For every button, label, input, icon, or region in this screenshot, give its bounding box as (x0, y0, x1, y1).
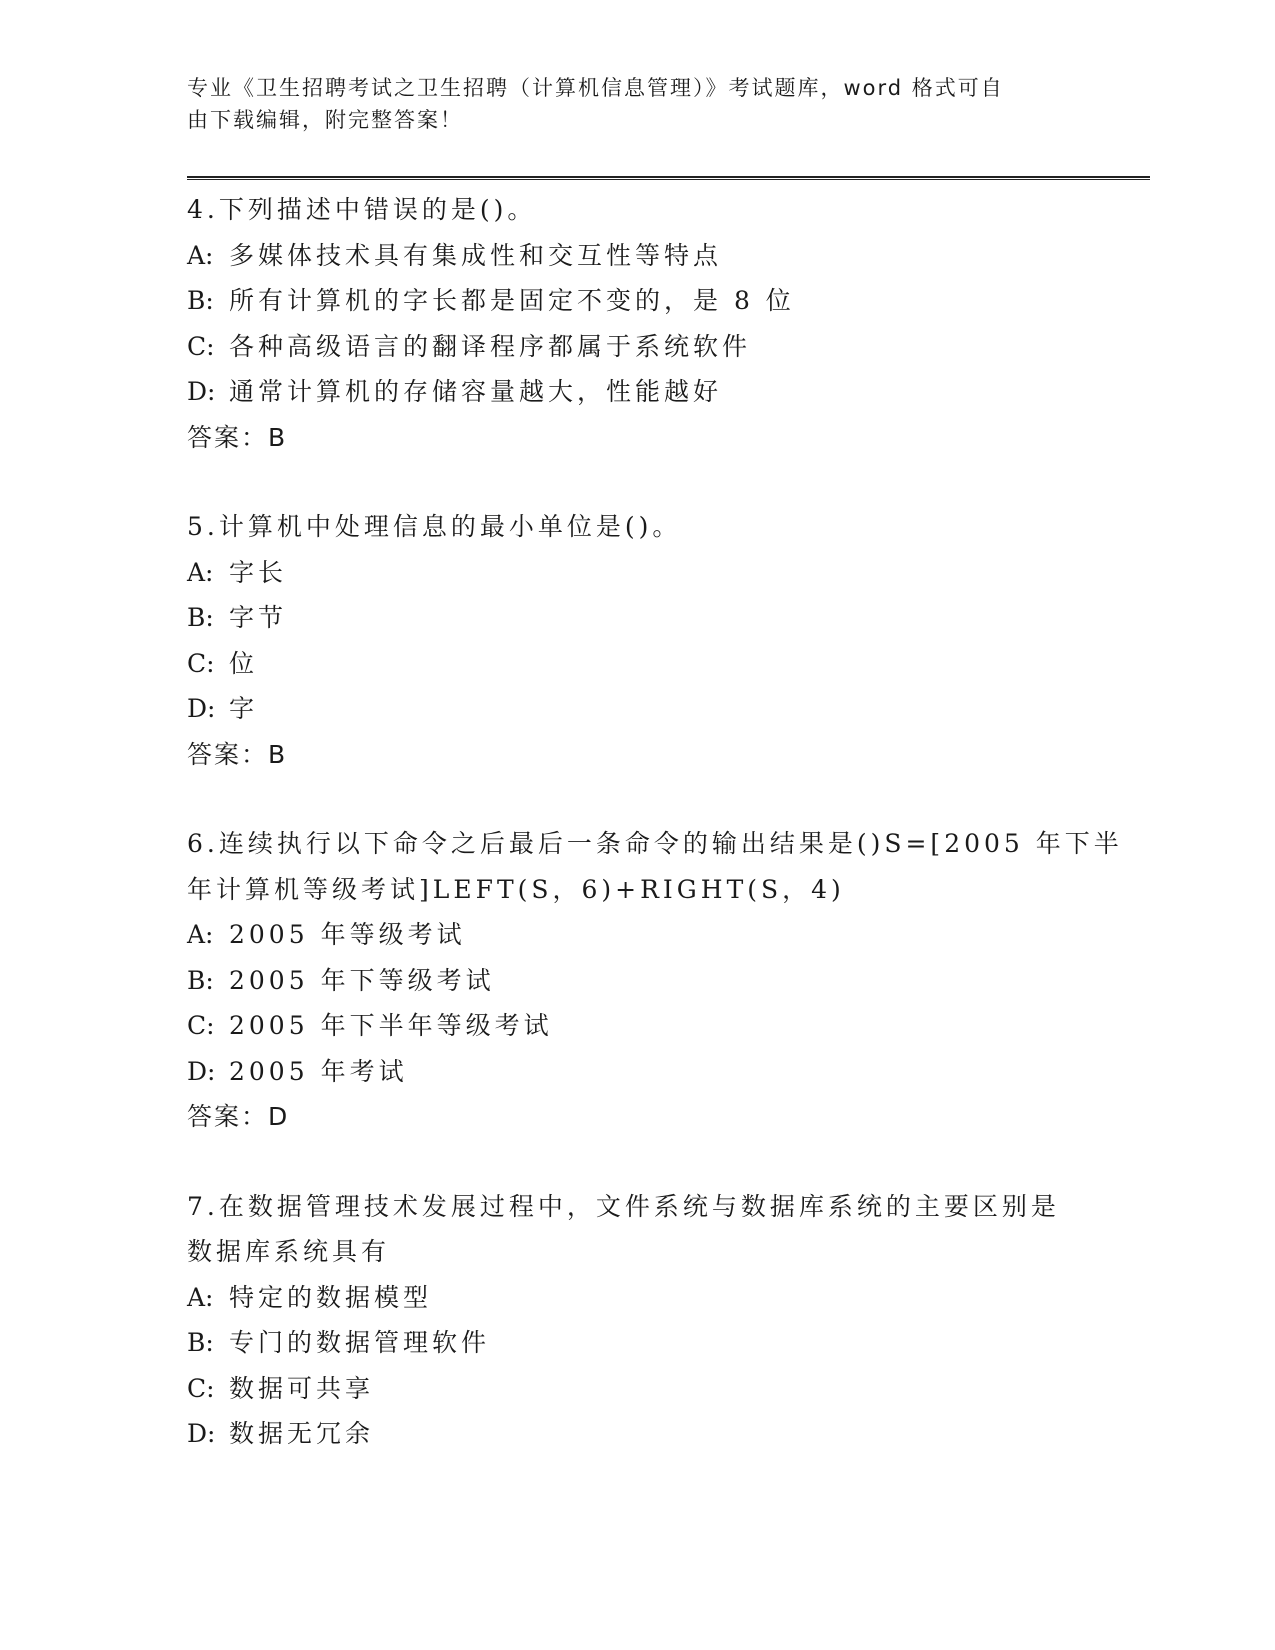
option-c (187, 1366, 1087, 1412)
option-d (187, 1049, 1087, 1095)
option-a (187, 550, 1087, 596)
option-prefix: A: (187, 1282, 214, 1312)
option-text: 各种高级语言的翻译程序都属于系统软件 (229, 331, 752, 361)
option-d (187, 1411, 1087, 1457)
option-prefix: B: (187, 603, 214, 632)
option-d (187, 369, 1087, 415)
option-text: 2005 年下等级考试 (229, 965, 495, 995)
option-prefix: A: (187, 920, 214, 949)
option-prefix: B: (187, 965, 214, 995)
option-c (187, 324, 1087, 370)
option-a (187, 233, 1087, 279)
question-list (187, 187, 1123, 1501)
question-5 (187, 504, 1087, 777)
question-stem: 5.计算机中处理信息的最小单位是()。 (187, 512, 682, 541)
option-text: 所有计算机的字长都是固定不变的，是 8 位 (229, 286, 795, 315)
question-4 (187, 187, 1087, 460)
option-text: 2005 年等级考试 (229, 920, 466, 949)
option-text: 专门的数据管理软件 (229, 1328, 491, 1357)
question-stem-continued: 数据库系统具有 (187, 1237, 391, 1266)
option-text: 字长 (229, 557, 288, 587)
option-text: 通常计算机的存储容量越大，性能越好 (229, 377, 723, 406)
option-prefix: C: (187, 1373, 215, 1403)
option-text: 位 (229, 648, 259, 678)
question-stem: 6.连续执行以下命令之后最后一条命令的输出结果是()S=[2005 年下半 (187, 829, 1123, 858)
option-prefix: A: (187, 240, 214, 270)
option-text: 字节 (229, 603, 288, 632)
option-prefix: A: (187, 557, 214, 587)
option-c (187, 641, 1087, 687)
option-d (187, 686, 1087, 732)
option-prefix: B: (187, 286, 214, 315)
question-7 (187, 1184, 1087, 1457)
header-divider (187, 176, 1150, 180)
question-stem-continued: 年计算机等级考试]LEFT(S，6)+RIGHT(S，4) (187, 874, 845, 904)
question-stem: 4.下列描述中错误的是()。 (187, 195, 537, 224)
question-stem: 7.在数据管理技术发展过程中，文件系统与数据库系统的主要区别是 (187, 1191, 1060, 1221)
question-6 (187, 821, 1123, 1140)
option-prefix: D: (187, 377, 216, 406)
option-a (187, 912, 1087, 958)
option-a (187, 1275, 1087, 1321)
option-prefix: C: (187, 648, 215, 678)
option-prefix: D: (187, 1056, 216, 1086)
option-text: 多媒体技术具有集成性和交互性等特点 (229, 240, 723, 270)
option-b (187, 278, 1087, 324)
option-c (187, 1003, 1087, 1049)
option-prefix: C: (187, 331, 215, 361)
answer-key: 答案：D (187, 1102, 290, 1131)
header-line-1: 专业《卫生招聘考试之卫生招聘（计算机信息管理）》考试题库，word 格式可自 (187, 76, 1004, 100)
option-text: 数据可共享 (229, 1373, 375, 1403)
option-text: 2005 年考试 (229, 1056, 408, 1086)
document-header (187, 72, 1067, 136)
option-text: 字 (229, 694, 259, 723)
option-prefix: D: (187, 1419, 216, 1448)
option-prefix: D: (187, 694, 216, 723)
option-b (187, 595, 1087, 641)
answer-key: 答案：B (187, 739, 288, 769)
option-text: 2005 年下半年等级考试 (229, 1011, 553, 1040)
header-line-2: 由下载编辑，附完整答案！ (187, 108, 463, 132)
option-prefix: B: (187, 1328, 214, 1357)
option-text: 数据无冗余 (229, 1419, 375, 1448)
option-b (187, 958, 1087, 1004)
option-prefix: C: (187, 1011, 215, 1040)
option-text: 特定的数据模型 (229, 1282, 433, 1312)
answer-key: 答案：B (187, 422, 288, 452)
option-b (187, 1320, 1087, 1366)
